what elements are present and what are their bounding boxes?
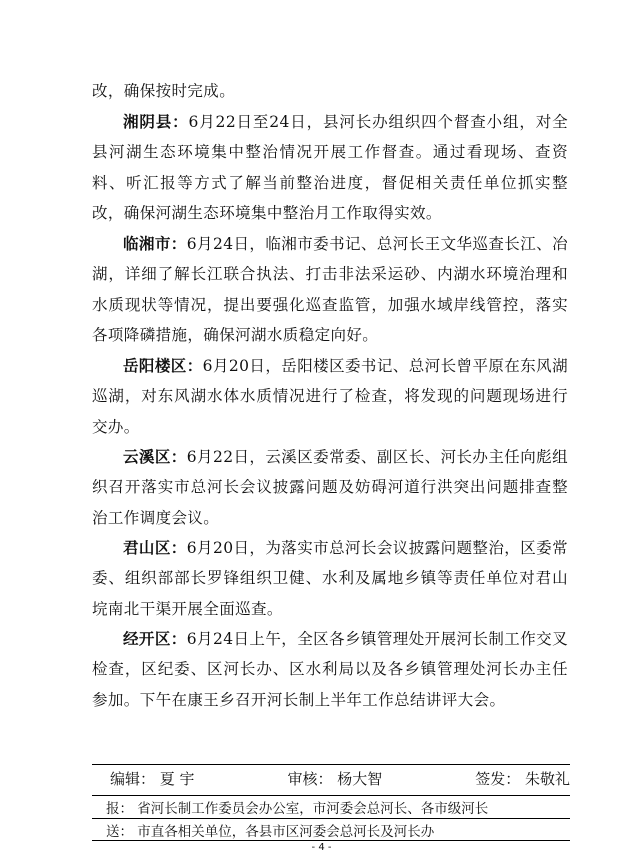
report-bottom-rule [92, 818, 570, 819]
continuation-paragraph [92, 76, 568, 106]
section-heading: 湘阴县： [123, 112, 189, 131]
send-to-line: 送： 市直各相关单位，各县市区河委会总河长及河长办 [106, 824, 435, 840]
section-xiangyin [92, 107, 568, 228]
editor-label: 编辑： 夏 宇 [110, 770, 195, 788]
section-yunxi [92, 442, 568, 533]
section-jingkai [92, 624, 568, 715]
report-to-line: 报： 省河长制工作委员会办公室，市河委会总河长、各市级河长 [106, 801, 489, 817]
section-body: 6月20日，为落实市总河长会议披露问题整治，区委常委、组织部部长罗锋组织卫健、水利及属地乡镇等责任单位对君山垸南北干渠开展全面巡查。 [92, 539, 568, 618]
section-yueyanglou [92, 351, 568, 442]
page-number: - 4 - [311, 842, 332, 853]
section-heading: 经开区： [123, 629, 187, 648]
section-heading: 云溪区： [123, 447, 187, 466]
section-heading: 君山区： [123, 538, 187, 557]
continuation-text: 改，确保按时完成。 [92, 82, 236, 100]
section-body: 6月24日，临湘市委书记、总河长王文华巡查长江、冶湖，详细了解长江联合执法、打击非法采运砂、内湖水环境治理和水质现状等情况，提出要强化巡查监管，加强水域岸线管控，落实各项降磷措施，确保河湖水质稳定向好。 [92, 235, 568, 344]
section-body: 6月22日，云溪区委常委、副区长、河长办主任向彪组织召开落实市总河长会议披露问题及妨碍河道行洪突出问题排查整治工作调度会议。 [92, 448, 568, 527]
section-linxiang [92, 229, 568, 350]
section-body: 6月20日，岳阳楼区委书记、总河长曾平原在东风湖巡湖，对东风湖水体水质情况进行了检查，将发现的问题现场进行交办。 [92, 357, 568, 436]
footer-top-rule [92, 764, 570, 765]
section-body: 6月22日至24日，县河长办组织四个督查小组，对全县河湖生态环境集中整治情况开展工作督查。通过看现场、查资料、听汇报等方式了解当前整治进度，督促相关责任单位抓实整改，确保河湖生态环境集中整治月工作取得实效。 [92, 113, 568, 222]
issuer-label: 签发： 朱敬礼 [475, 770, 570, 788]
send-bottom-rule [92, 840, 570, 841]
reviewer-label: 审核： 杨大智 [287, 770, 383, 788]
section-junshan [92, 533, 568, 624]
signoff-bottom-rule [92, 795, 570, 796]
signoff-row [110, 768, 570, 792]
section-heading: 岳阳楼区： [123, 356, 203, 375]
section-heading: 临湘市： [123, 234, 187, 253]
section-body: 6月24日上午，全区各乡镇管理处开展河长制工作交叉检查，区纪委、区河长办、区水利局以及各乡镇管理处河长办主任参加。下午在康王乡召开河长制上半年工作总结讲评大会。 [92, 630, 568, 709]
